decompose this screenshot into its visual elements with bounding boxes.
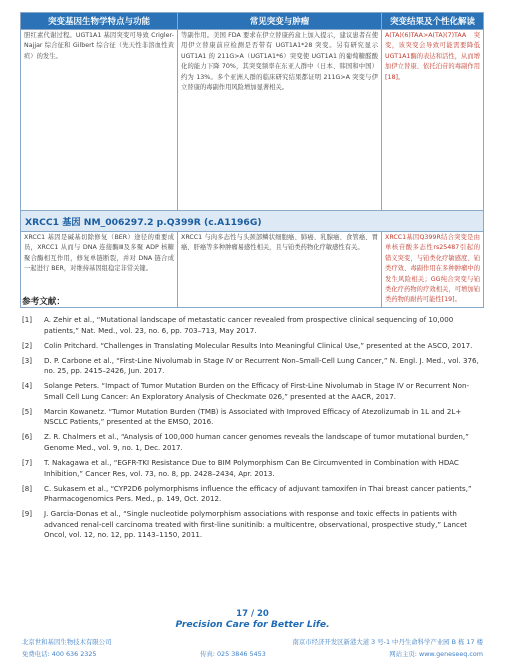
list-item	[22, 315, 484, 336]
tagline: Precision Care for Better Life.	[175, 619, 330, 630]
reference-text: Colin Pritchard. “Challenges in Translating Molecular Results Into Meaningful Clinical Use,” presented at the ASCO, 2017.	[44, 340, 473, 350]
reference-number: [6]	[22, 432, 33, 442]
company-address: 南京市经济开发区新港大道 3 号-1 中丹生命科学产业园 B 栋 17 楼	[292, 638, 483, 646]
table-row	[21, 232, 484, 308]
xrcc1-result-cell: XRCC1基因Q399R结合突变是由单核苷酸多态性rs25487引起的错义突变，与铂类化疗敏感度、铂类疗效、毒副作用在多种肿瘤中的发生风险相关；GG纯合突变与铂类化疗药物的疗效相关，可增加铂类药物的耐药可能性[19]。	[385, 234, 480, 304]
reference-text: J. Garcia-Donas et al., “Single nucleotide polymorphism associations with response and toxic effects in patients with advanced renal-cell carcinoma treated with first-line sunitinib: a multicentre, observational, prospective study,” Lancet Oncol, vol. 12, no. 12, pp. 1143–1150, 2011.	[44, 509, 468, 540]
table-section-row	[21, 211, 484, 232]
reference-number: [2]	[22, 340, 33, 350]
gene-mutation-table	[20, 12, 484, 308]
page-number: 17 / 20	[236, 609, 269, 619]
list-item	[22, 509, 484, 541]
company-name: 北京世和基因生物技术有限公司	[22, 638, 112, 646]
list-item	[22, 432, 484, 453]
list-item	[22, 484, 484, 505]
table-row	[21, 30, 484, 211]
header-tumors: 常见突变与肿瘤	[178, 13, 382, 30]
list-item	[22, 458, 484, 479]
fax: 传真: 025 3846 5453	[200, 650, 266, 658]
reference-number: [3]	[22, 355, 33, 365]
reference-number: [8]	[22, 483, 33, 493]
reference-number: [5]	[22, 406, 33, 416]
reference-text: Z. R. Chalmers et al., “Analysis of 100,000 human cancer genomes reveals the landscape of tumor mutational burden,” Genome Med., vol. 9, no. 1, Dec. 2017.	[44, 432, 469, 452]
list-item	[22, 356, 484, 377]
website-link[interactable]: 网站主页: www.geneseeq.com	[389, 650, 483, 658]
reference-number: [7]	[22, 458, 33, 468]
header-result: 突变结果及个性化解读	[382, 13, 484, 30]
reference-text: C. Sukasem et al., “CYP2D6 polymorphisms influence the efficacy of adjuvant tamoxifen in Thai breast cancer patients,” Pharmacogenomics Pers. Med., p. 149, Oct. 2012.	[44, 483, 472, 504]
reference-number: [4]	[22, 381, 33, 391]
reference-text: T. Nakagawa et al., “EGFR-TKI Resistance Due to BIM Polymorphism Can Be Circumvented in Combination with HDAC Inhibition,” Cancer Res, vol. 73, no. 8, pp. 2428–2434, Apr. 2013.	[44, 458, 459, 478]
references-title: 参考文献：	[22, 297, 65, 307]
reference-text: D. P. Carbone et al., “First-Line Nivolumab in Stage IV or Recurrent Non–Small-Cell Lung Cancer,” N. Engl. J. Med., vol. 376, no. 25, pp. 2415–2426, Jun. 2017.	[44, 355, 479, 376]
reference-text: Marcin Kowanetz. “Tumor Mutation Burden (TMB) is Associated with Improved Efficacy of Atezolizumab in 1L and 2L+ NSCLC Patients,” presented at the EMSO, 2016.	[44, 406, 462, 427]
ugt1a1-function-cell: 胆红素代谢过程。UGT1A1 基因突变可导致 Crigler-Najjar 综合征和 Gilbert 综合征（先天性非溶血性黄疸）的发生。	[24, 32, 174, 60]
list-item	[22, 381, 484, 402]
reference-text: Solange Peters. “Impact of Tumor Mutation Burden on the Efficacy of First-Line Nivolumab in Stage IV or Recurrent Non-Small Cell Lung Cancer: An Exploratory Analysis of Checkmate 026,” presented at the AACR, 2017.	[44, 381, 470, 401]
list-item	[22, 407, 484, 428]
table-header-row	[21, 13, 484, 30]
references-list	[22, 315, 484, 545]
xrcc1-tumors-cell: XRCC1 与肉多态性与头颈部鳞状细胞癌、肺癌、乳腺癌、食管癌、胃癌、肝癌等多种肿瘤易感性相关，且与铂类药物化疗敏感性有关。	[181, 234, 378, 252]
reference-number: [9]	[22, 509, 33, 519]
header-function: 突变基因生物学特点与功能	[21, 13, 178, 30]
ugt1a1-result-cell: A(TA)(6)TAA>A(TA)(7)TAA 突变，该突变会导致可能需要降低UGT1A1酶的表达和活性，从而增加伊立替康、依托泊苷的毒副作用[18]。	[385, 32, 480, 81]
xrcc1-function-cell: XRCC1 基因是碱基切除修复（BER）途径的重要成员，XRCC1 从而与 DNA 连接酶Ⅲ及多聚 ADP 核糖聚合酶相互作用，修复单链断裂，并对 DNA 链合成一起进行 BER，对维持基因组稳定非常关键。	[24, 234, 174, 273]
ugt1a1-tumors-cell: 等副作用。美国 FDA 要求在伊立替康药盒上加入提示，建议患者在使用伊立替康前应检测是否带有 UGT1A1*28 突变。另有研究显示 UGT1A1 的 211G>A（UGT1A1*6）突变使 UGT1A1 的葡萄糖醛酸化的能力下降 70%，其突变频率在东亚人群中（日本、韩国和中国）约为 13%。多个亚洲人群的临床研究结果都证明 211G>A 突变与伊立替康的毒副作用风险增加显著相关。	[181, 32, 378, 92]
reference-text: A. Zehir et al., “Mutational landscape of metastatic cancer revealed from prospective clinical sequencing of 10,000 patients,” Nat. Med., vol. 23, no. 6, pp. 703–713, May 2017.	[44, 315, 454, 335]
reference-number: [1]	[22, 315, 33, 324]
hotline: 免费电话: 400 636 2325	[22, 650, 97, 658]
xrcc1-gene-title: XRCC1 基因 NM_006297.2 p.Q399R (c.A1196G)	[21, 211, 484, 232]
list-item	[22, 341, 484, 352]
